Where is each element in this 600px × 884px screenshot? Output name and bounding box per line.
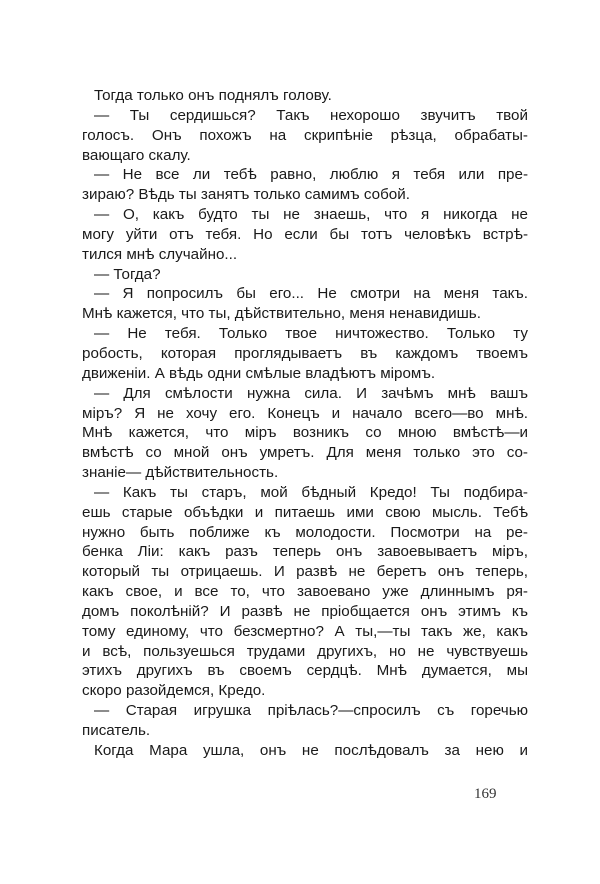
text-line: Тогда только онъ поднялъ голову. <box>94 87 332 104</box>
text-line: вмѣстѣ со мной онъ умретъ. Для меня только это со- <box>82 444 528 462</box>
page-number: 169 <box>474 786 497 802</box>
text-line: — Я попросилъ бы его... Не смотри на меня такъ. <box>94 285 528 303</box>
text-line: вающаго скалу. <box>82 146 191 164</box>
text-line: могу уйти отъ тебя. Но если бы тотъ человѣкъ встрѣ- <box>82 225 528 243</box>
text-line: нужно быть поближе къ молодости. Посмотри на ре- <box>82 523 528 541</box>
text-line: тился мнѣ случайно... <box>82 245 238 263</box>
text-line: Мнѣ кажется, что ты, дѣйствительно, меня ненавидишь. <box>82 305 481 323</box>
text-line: бенка Ліи: какъ разъ теперь онъ завоевываетъ міръ, <box>82 543 528 561</box>
text-line: этихъ другихъ въ своемъ сердцѣ. Мнѣ думается, мы <box>82 662 528 680</box>
text-line: скоро разойдемся, Кредо. <box>82 682 266 700</box>
text-line: — Для смѣлости нужна сила. И зачѣмъ мнѣ вашъ <box>94 384 528 402</box>
text-line: — Ты сердишься? Такъ нехорошо звучитъ твой <box>94 106 528 124</box>
text-line: робость, которая проглядываетъ въ каждомъ твоемъ <box>82 344 528 362</box>
text-line: писатель. <box>82 722 151 739</box>
text-line: — Тогда? <box>94 265 161 283</box>
text-line: движеніи. А вѣдь одни смѣлые владѣютъ міромъ. <box>82 364 436 382</box>
text-line: міръ? Я не хочу его. Конецъ и начало всего—во мнѣ. <box>82 404 528 422</box>
text-line: — О, какъ будто ты не знаешь, что я никогда не <box>94 206 528 224</box>
text-line: домъ поколѣній? И развѣ не пріобщается онъ этимъ къ <box>82 602 528 620</box>
text-line: Когда Мара ушла, онъ не послѣдовалъ за нею и <box>94 741 528 759</box>
text-line: тому единому, что безсмертно? А ты,—ты такъ же, какъ <box>82 622 528 640</box>
text-line: какъ свое, и все то, что завоевано уже длиннымъ ря- <box>82 583 528 601</box>
text-line: знаніе— дѣйствительность. <box>82 464 279 482</box>
text-line: — Старая игрушка пріѣлась?—спросилъ съ горечью <box>94 702 528 720</box>
text-line: — Не тебя. Только твое ничтожество. Только ту <box>94 325 528 343</box>
page-body-text <box>82 86 528 761</box>
text-line: голосъ. Онъ похожъ на скрипѣніе рѣзца, обрабаты- <box>82 126 528 144</box>
text-line: — Какъ ты старъ, мой бѣдный Кредо! Ты подбира- <box>94 483 528 501</box>
text-line: и всѣ, пользуешься трудами другихъ, но не чувствуешь <box>82 642 528 660</box>
text-line: который ты отрицаешь. И развѣ не беретъ онъ теперь, <box>82 563 528 581</box>
text-line: — Не все ли тебѣ равно, люблю я тебя или пре- <box>94 166 528 184</box>
text-line: ешь старые объѣдки и питаешь ими свою мысль. Тебѣ <box>82 503 528 521</box>
text-line: зираю? Вѣдь ты занятъ только самимъ собой. <box>82 186 410 204</box>
text-line: Мнѣ кажется, что міръ возникъ со мною вмѣстѣ—и <box>82 424 528 442</box>
